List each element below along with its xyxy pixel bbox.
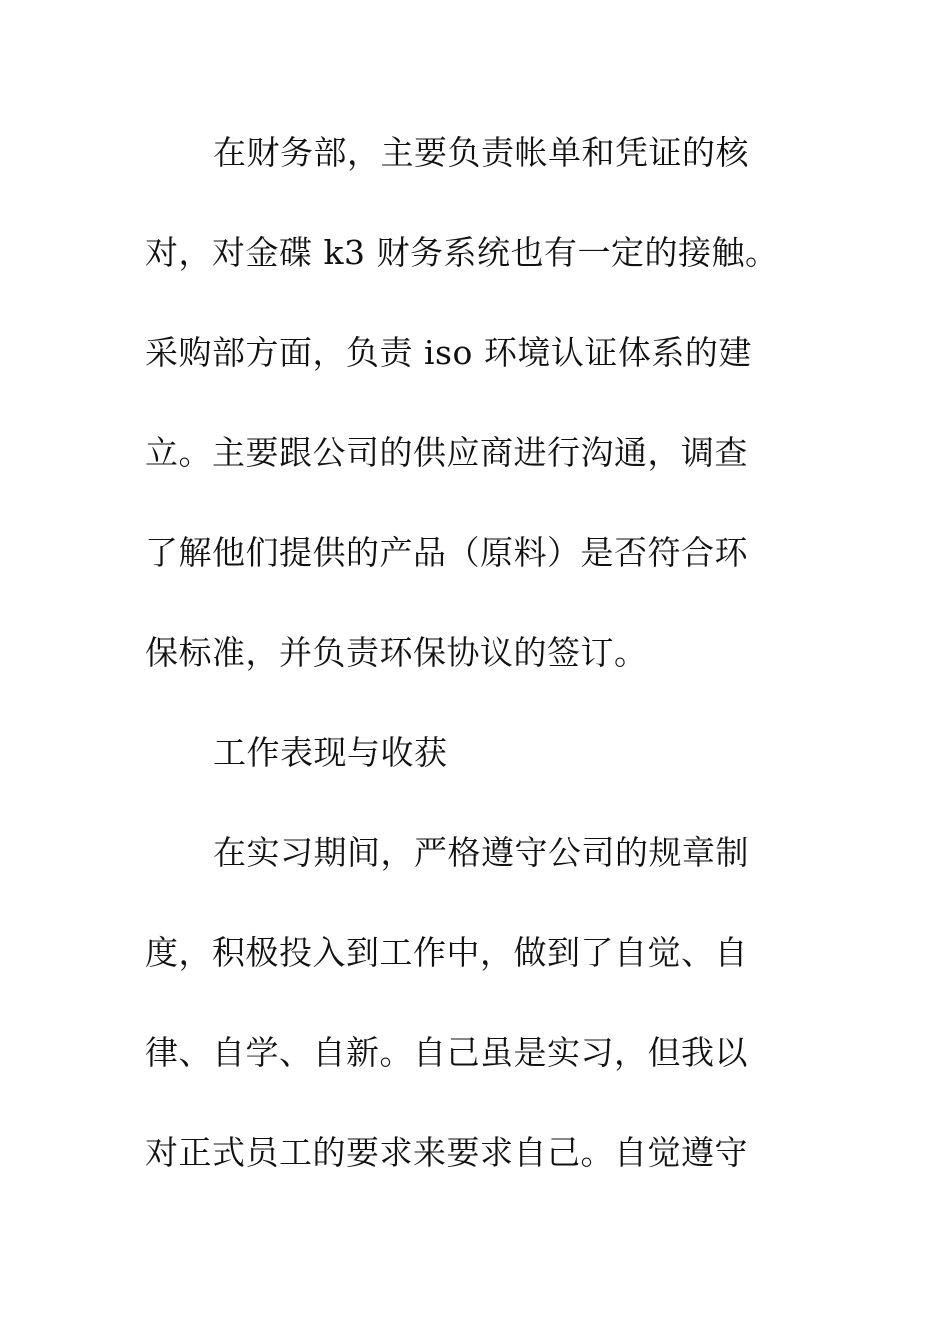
paragraph-line: 度，积极投入到工作中，做到了自觉、自: [145, 933, 748, 972]
paragraph-line: 在实习期间，严格遵守公司的规章制: [213, 833, 749, 872]
paragraph-line: 采购部方面，负责 iso 环境认证体系的建: [145, 333, 752, 372]
section-heading: 工作表现与收获: [213, 733, 448, 772]
paragraph-line: 在财务部，主要负责帐单和凭证的核: [213, 133, 749, 172]
paragraph-line: 对，对金碟 k3 财务系统也有一定的接触。: [145, 233, 779, 272]
paragraph-line: 了解他们提供的产品（原料）是否符合环: [145, 533, 748, 572]
paragraph-line: 保标准，并负责环保协议的签订。: [145, 633, 648, 672]
paragraph-line: 立。主要跟公司的供应商进行沟通，调查: [145, 433, 748, 472]
paragraph-line: 对正式员工的要求来要求自己。自觉遵守: [145, 1133, 748, 1172]
paragraph-line: 律、自学、自新。自己虽是实习，但我以: [145, 1033, 748, 1072]
